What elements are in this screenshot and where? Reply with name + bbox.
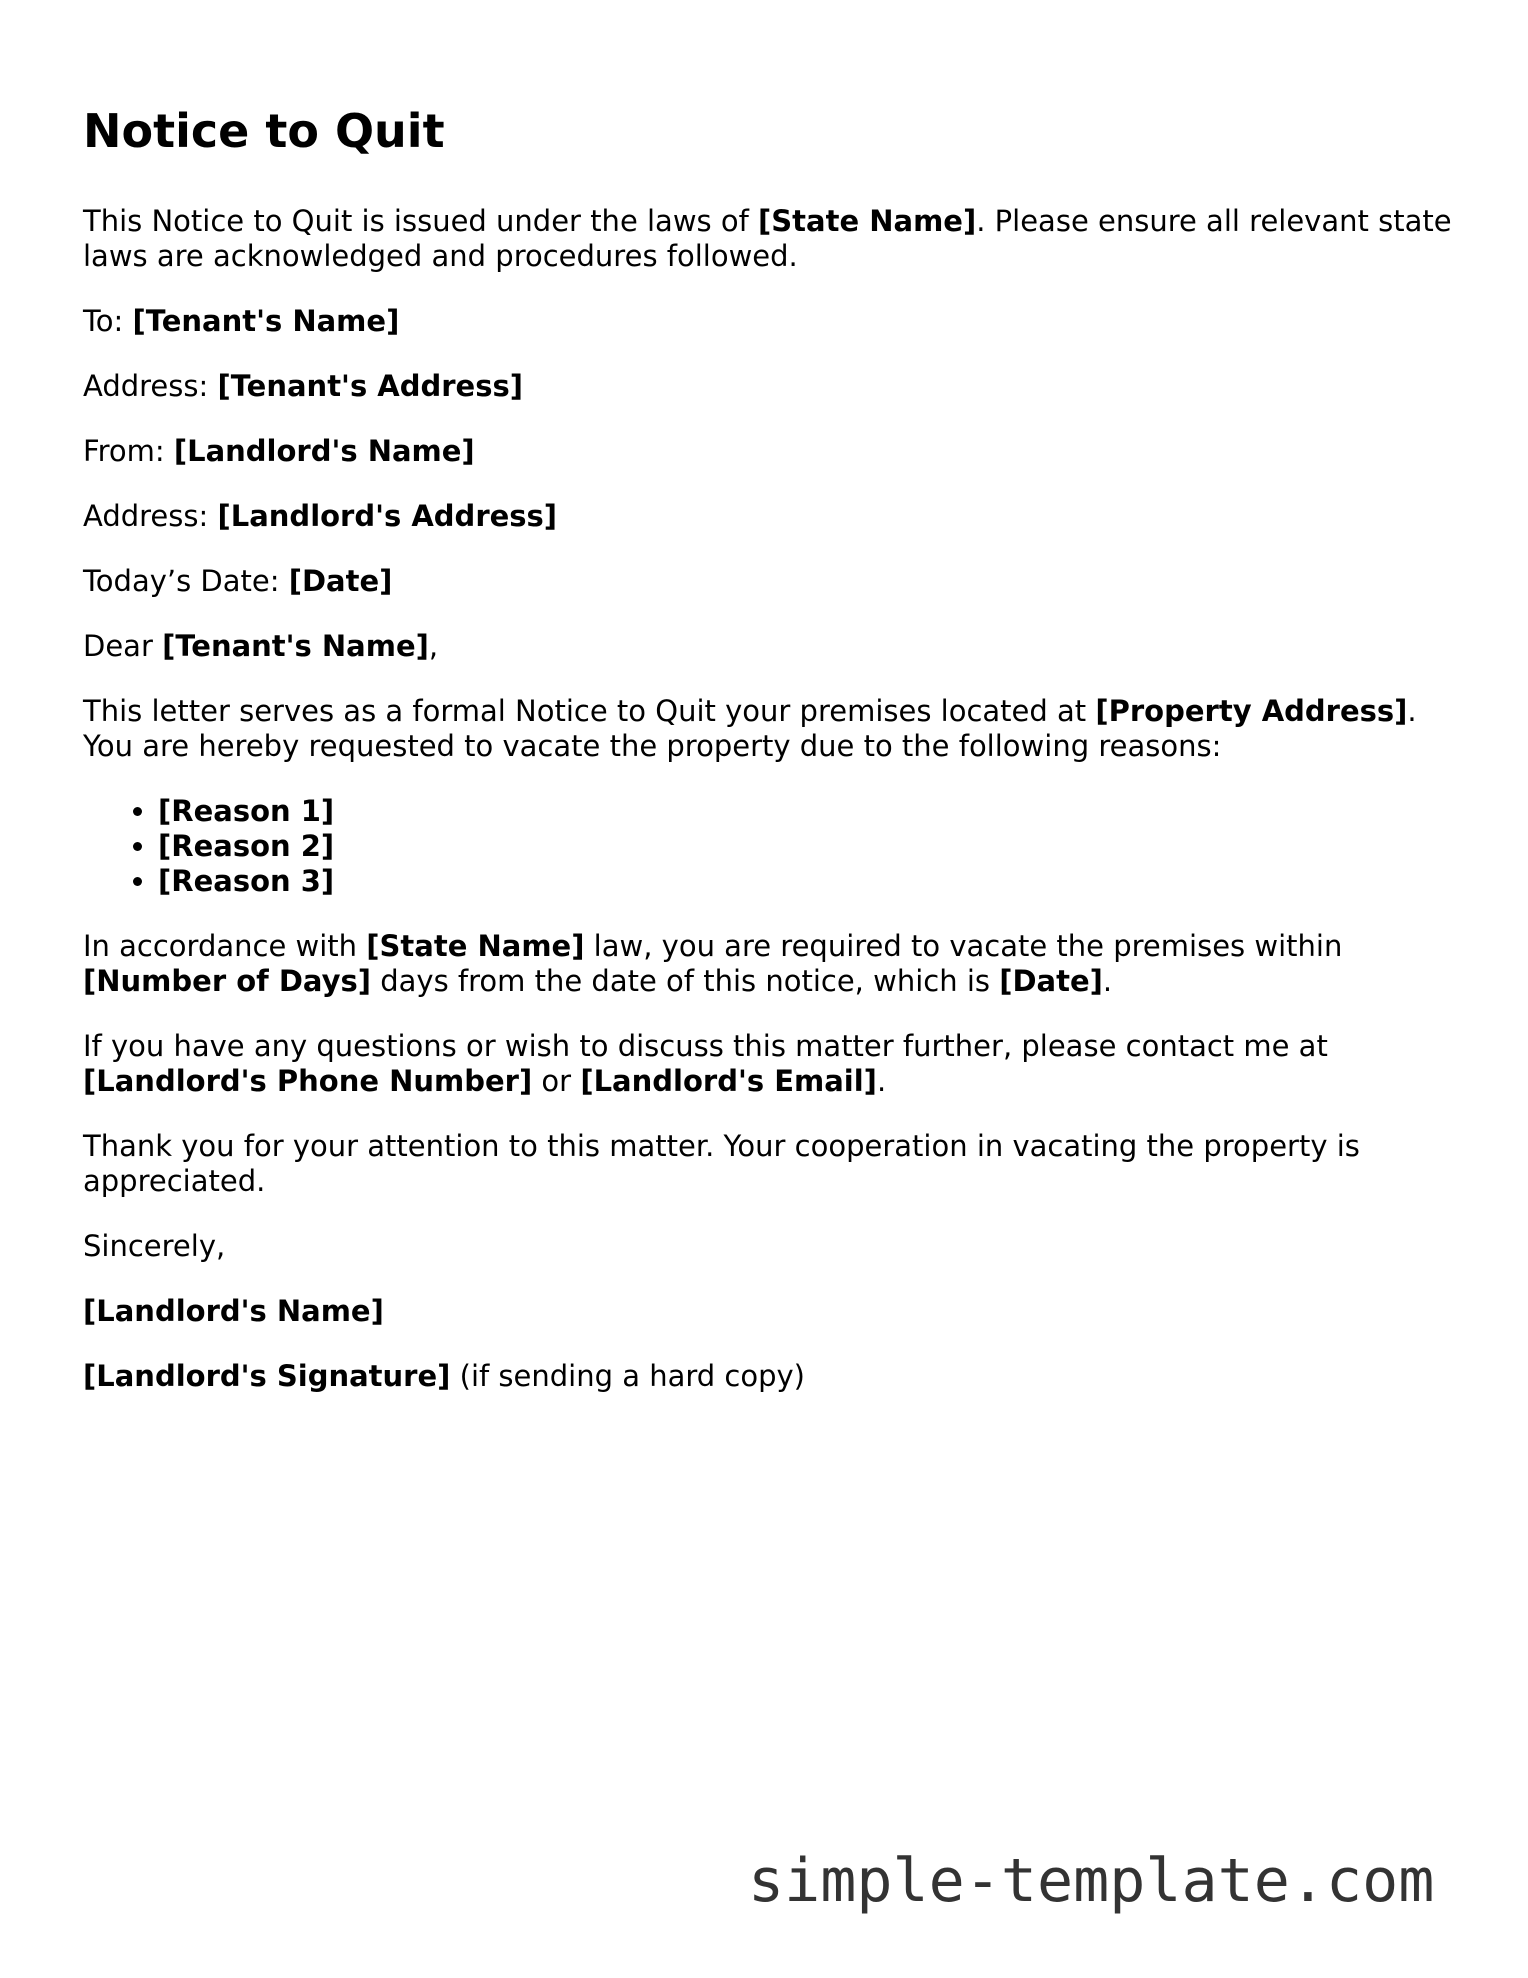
- thanks-paragraph: Thank you for your attention to this matter. Your cooperation in vacating the property is appreciated.: [83, 1129, 1360, 1198]
- tenant-name-placeholder: [Tenant's Name]: [132, 304, 400, 338]
- vacate-period: .: [1102, 964, 1113, 998]
- landlord-phone-placeholder: [Landlord's Phone Number]: [83, 1064, 533, 1098]
- state-name-placeholder: [State Name]: [366, 929, 585, 963]
- to-label: To:: [83, 304, 133, 338]
- notice-paragraph: [83, 694, 1453, 764]
- property-address-placeholder: [Property Address]: [1095, 694, 1408, 728]
- landlord-address-label: Address:: [83, 499, 218, 533]
- from-label: From:: [83, 434, 174, 468]
- to-line: [83, 304, 1453, 339]
- date-placeholder: [Date]: [999, 964, 1103, 998]
- contact-or: or: [532, 1064, 581, 1098]
- list-item: • [Reason 3]: [158, 864, 1453, 899]
- contact-period: .: [876, 1064, 887, 1098]
- intro-text: This Notice to Quit is issued under the laws of: [83, 204, 759, 238]
- vacate-paragraph: [83, 929, 1453, 999]
- date-label: Today’s Date:: [83, 564, 289, 598]
- landlord-address-placeholder: [Landlord's Address]: [217, 499, 558, 533]
- signoff-name-line: [83, 1294, 1453, 1329]
- landlord-address-line: [83, 499, 1453, 534]
- list-item: • [Reason 1]: [158, 794, 1453, 829]
- signoff-landlord-name: [Landlord's Name]: [83, 1294, 384, 1328]
- tenant-address-placeholder: [Tenant's Address]: [217, 369, 524, 403]
- vacate-text: In accordance with: [83, 929, 367, 963]
- contact-text: If you have any questions or wish to discuss this matter further, please contact me at: [83, 1029, 1328, 1063]
- reasons-list: [83, 794, 1453, 899]
- watermark: simple-template.com: [748, 1846, 1435, 1916]
- letter-body: [83, 98, 1453, 1424]
- signature-placeholder: [Landlord's Signature]: [83, 1359, 451, 1393]
- vacate-text: days from the date of this notice, which is: [371, 964, 1000, 998]
- intro-text-end: . Please ensure all relevant state laws are acknowledged and procedures followed.: [83, 204, 1452, 273]
- tenant-address-line: [83, 369, 1453, 404]
- page-title: Notice to Quit: [83, 104, 445, 158]
- date-placeholder: [Date]: [288, 564, 393, 598]
- list-item: • [Reason 2]: [158, 829, 1453, 864]
- number-of-days-placeholder: [Number of Days]: [83, 964, 372, 998]
- signature-note: (if sending a hard copy): [450, 1359, 805, 1393]
- salutation-tenant-name: [Tenant's Name]: [162, 629, 429, 663]
- signature-line: [83, 1359, 1453, 1394]
- landlord-name-placeholder: [Landlord's Name]: [173, 434, 475, 468]
- from-line: [83, 434, 1453, 469]
- notice-text: This letter serves as a formal Notice to Quit your premises located at: [83, 694, 1096, 728]
- notice-text-end: . You are hereby requested to vacate the property due to the following reasons:: [83, 694, 1417, 763]
- intro-paragraph: [83, 204, 1453, 274]
- date-line: [83, 564, 1453, 599]
- closing: Sincerely,: [83, 1229, 226, 1263]
- state-name-placeholder: [State Name]: [758, 204, 977, 238]
- salutation-comma: ,: [428, 629, 439, 663]
- salutation-text: Dear: [83, 629, 163, 663]
- vacate-text: law, you are required to vacate the premises within: [584, 929, 1343, 963]
- contact-paragraph: [83, 1029, 1453, 1099]
- landlord-email-placeholder: [Landlord's Email]: [580, 1064, 877, 1098]
- tenant-address-label: Address:: [83, 369, 218, 403]
- salutation: [83, 629, 1453, 664]
